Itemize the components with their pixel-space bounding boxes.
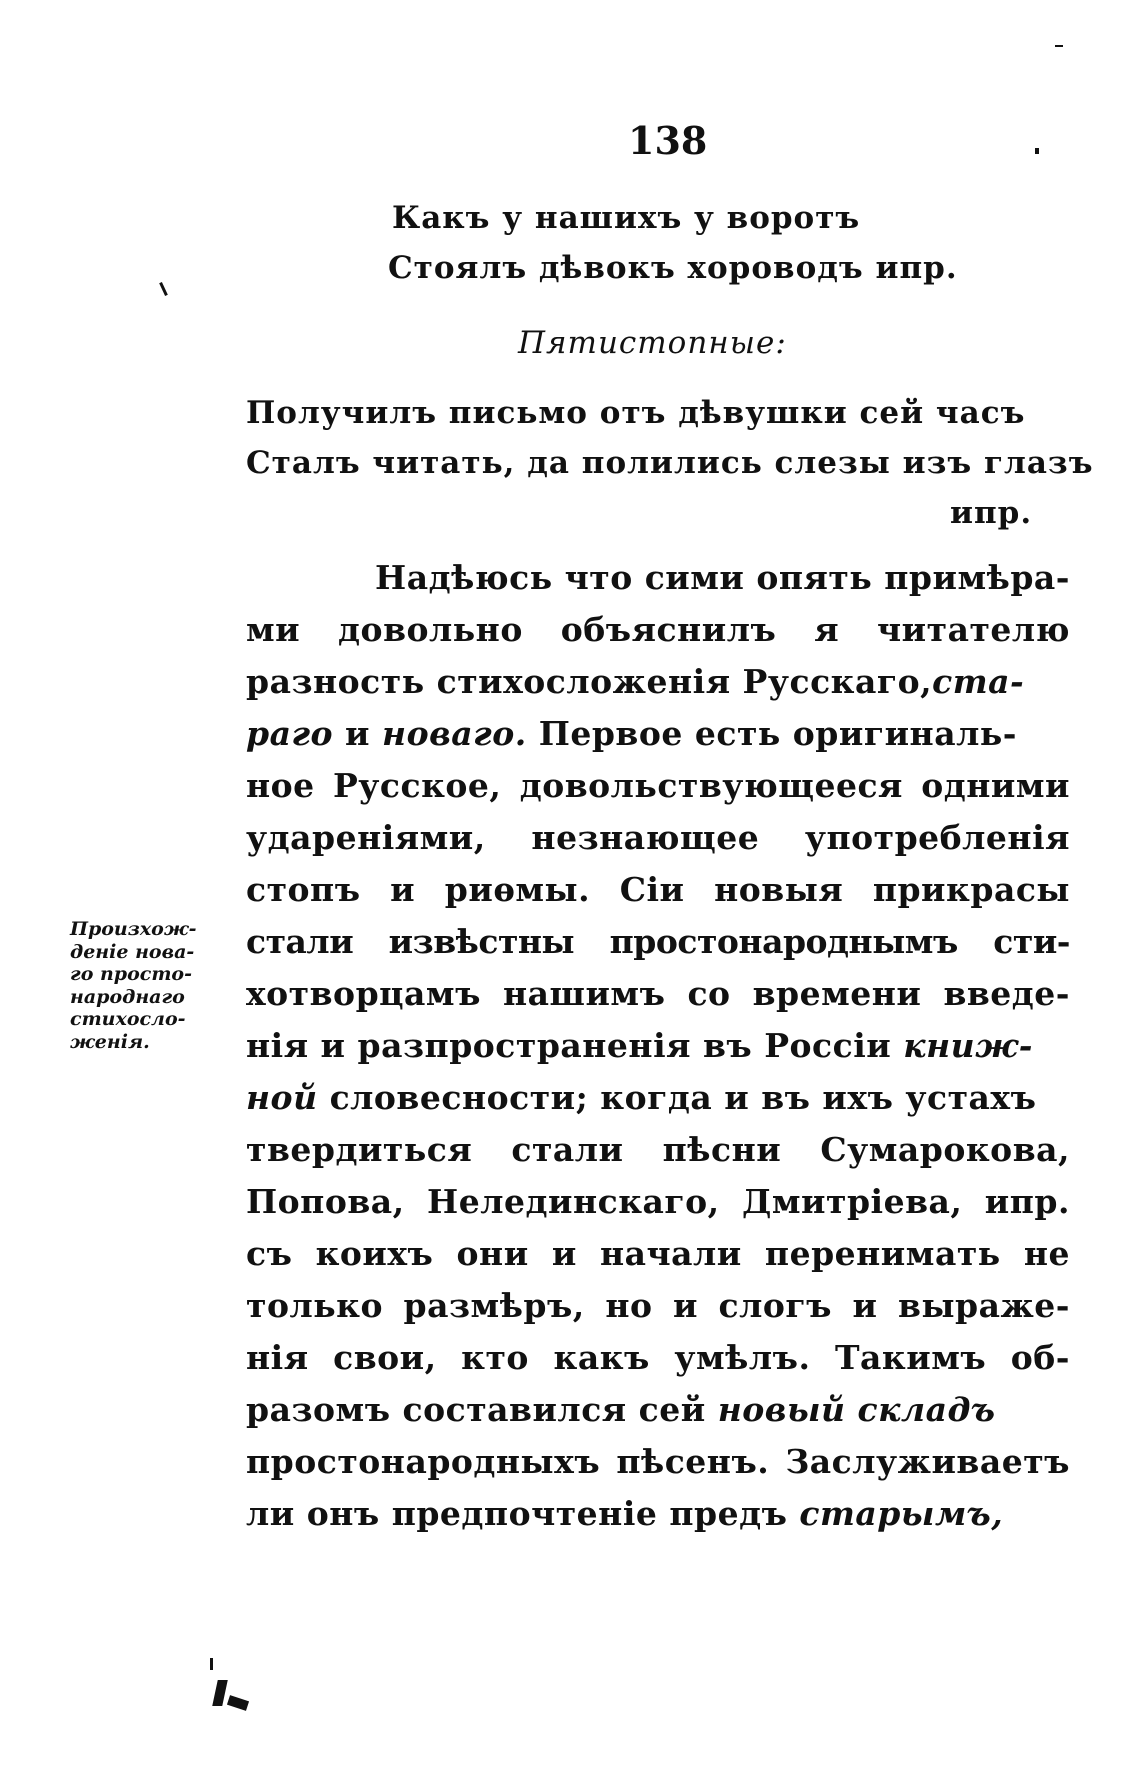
margin-note-line: стихосло- [70,1008,186,1030]
margin-note-line: женія. [70,1030,150,1053]
paragraph-line [246,714,1070,753]
paragraph-line: нія свои, кто какъ умѣлъ. Такимъ об- [246,1338,1070,1377]
scan-speck [212,1680,228,1706]
margin-note-line: деніе нова- [70,940,195,963]
text-run: словесности; когда и въ ихъ устахъ [329,1078,1037,1117]
paragraph-line: простонародныхъ пѣсенъ. Заслуживаетъ [246,1442,1070,1481]
verse-line: Получилъ письмо отъ дѣвушки сей часъ [246,395,1026,431]
paragraph-line: стопъ и риѳмы. Сіи новыя прикрасы [246,870,1070,909]
margin-note-line: го просто- [70,963,192,985]
section-heading: Пятистопные: [518,325,787,361]
paragraph-line: только размѣръ, но и слогъ и выраже- [246,1286,1070,1325]
scan-speck [1055,45,1063,47]
paragraph-line: съ коихъ они и начали перенимать не [246,1234,1070,1273]
margin-note [70,918,240,1053]
paragraph-line: ное Русское, довольствующееся одними [246,766,1070,805]
italic-text: ста- [932,662,1025,701]
scan-speck [1035,148,1039,154]
paragraph-line: ми довольно объяснилъ я читателю [246,610,1070,649]
verse-line: ипр. [950,495,1033,531]
verse-line: Стоялъ дѣвокъ хороводъ ипр. [388,250,958,286]
italic-text: старымъ, [799,1494,1004,1533]
paragraph-line [246,1390,1070,1429]
paragraph-line: удареніями, незнающее употребленія [246,818,1070,857]
verse-line: Какъ у нашихъ у воротъ [392,200,861,236]
paragraph-line: стали извѣстны простонароднымъ сти- [246,922,1070,961]
scan-speck [210,1658,213,1670]
scan-speck [159,282,168,296]
verse-line: Сталъ читать, да полились слезы изъ глазъ [246,445,1094,481]
paragraph-line [246,1026,1070,1065]
paragraph-line [246,1078,1070,1117]
paragraph-line: Надѣюсь что сими опять примѣра- [375,558,1070,597]
text-run: разомъ составился сей [246,1390,706,1429]
paragraph-line: Попова, Нелединскаго, Дмитріева, ипр. [246,1182,1070,1221]
italic-text: новаго. [382,714,527,753]
italic-text: раго [246,714,334,753]
text-run: и [345,714,371,753]
paragraph-line: хотворцамъ нашимъ со времени введе- [246,974,1070,1013]
italic-text: ной [246,1078,318,1117]
margin-note-line: Произхож- [70,918,197,940]
paragraph-line [246,662,1070,701]
paragraph-line: твердиться стали пѣсни Сумарокова, [246,1130,1070,1169]
text-run: Первое есть оригиналь- [538,714,1017,753]
scan-speck [227,1695,249,1711]
paragraph-line [246,1494,1070,1533]
margin-note-line: народнаго [70,985,185,1008]
text-run: разность стихосложенія Русскаго, [246,662,933,701]
text-run: ли онъ предпочтеніе предъ [246,1494,788,1533]
page-number: 138 [628,118,708,163]
italic-text: книж- [903,1026,1033,1065]
italic-text: новый складъ [717,1390,996,1429]
text-run: нія и разпространенія въ Россіи [246,1026,892,1065]
